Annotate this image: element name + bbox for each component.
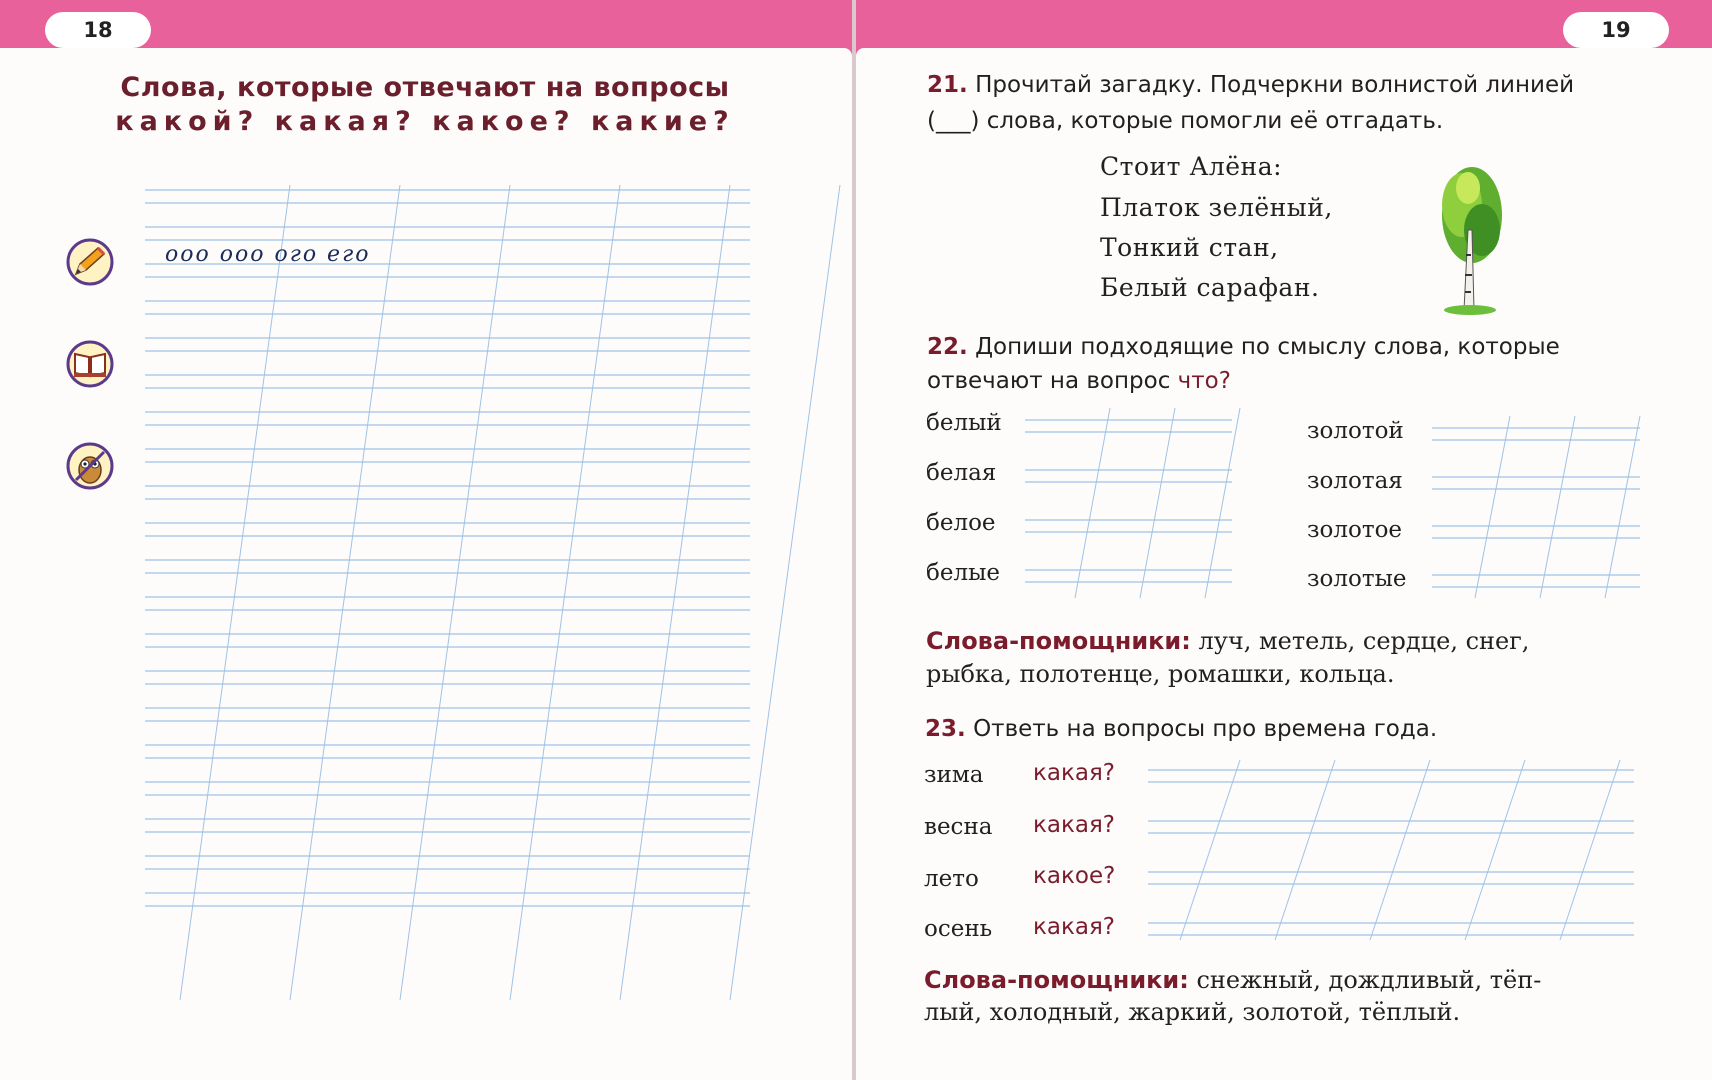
exercise-21-number: 21. xyxy=(927,72,968,98)
slant-guide xyxy=(620,185,730,1000)
page-title-line1: Слова, которые отвечают на вопросы xyxy=(120,72,730,103)
word-zolotoi: золотой xyxy=(1307,418,1404,444)
word-belye: белые xyxy=(926,560,1000,586)
slant-guide xyxy=(1370,760,1430,940)
exercise-22-question: что? xyxy=(1177,368,1231,394)
exercise-23-helpers-line2: лый, холодный, жаркий, золотой, тёплый. xyxy=(924,998,1461,1026)
slant-guide xyxy=(180,185,290,1000)
pencil-icon xyxy=(66,238,114,286)
exercise-21-text2: (___) слова, которые помогли её отгадать. xyxy=(927,108,1444,134)
page-number-right: 19 xyxy=(1563,12,1669,48)
word-zolotaya: золотая xyxy=(1307,468,1403,494)
word-belyi: белый xyxy=(926,410,1002,436)
word-belaya: белая xyxy=(926,460,997,486)
exercise-23-line xyxy=(925,716,1437,742)
exercise-22-line1 xyxy=(927,334,1560,360)
exercise-23-number: 23. xyxy=(925,716,966,742)
owl-icon xyxy=(66,442,114,490)
exercise-21-line1 xyxy=(927,72,1574,98)
riddle-line-3: Тонкий стан, xyxy=(1100,233,1279,262)
exercise-23-helpers-line1 xyxy=(924,966,1541,994)
slant-guide xyxy=(1180,760,1240,940)
season-spring: весна xyxy=(924,814,993,840)
exercise-22-text2: отвечают на вопрос xyxy=(927,368,1171,394)
slant-guide xyxy=(1465,760,1525,940)
word-zolotoe: золотое xyxy=(1307,517,1403,543)
slant-guide xyxy=(1560,760,1620,940)
question-autumn: какая? xyxy=(1033,914,1116,940)
page-title-line2: какой? какая? какое? какие? xyxy=(115,106,735,137)
word-zolotye: золотые xyxy=(1307,566,1407,592)
slant-guide xyxy=(400,185,510,1000)
slant-guide xyxy=(1475,416,1510,598)
exercise-23-helpers-label: Слова-помощники: xyxy=(924,966,1189,994)
slant-guide xyxy=(510,185,620,1000)
word-beloe: белое xyxy=(926,510,996,536)
exercise-22-number: 22. xyxy=(927,334,968,360)
season-summer: лето xyxy=(924,866,979,892)
question-summer: какое? xyxy=(1033,863,1116,889)
season-winter: зима xyxy=(924,762,984,788)
slant-guide xyxy=(1605,416,1640,598)
slant-guide xyxy=(1275,760,1335,940)
question-spring: какая? xyxy=(1033,812,1116,838)
riddle-line-4: Белый сарафан. xyxy=(1100,273,1320,302)
exercise-22-helpers-label: Слова-помощники: xyxy=(926,627,1191,655)
slant-guide xyxy=(1540,416,1575,598)
exercise-21-text1: Прочитай загадку. Подчеркни волнистой линией xyxy=(975,72,1575,98)
exercise-23-helpers-words1: снежный, дождливый, тёп- xyxy=(1196,966,1542,994)
handwriting-sample: ооо ооо ого его xyxy=(165,242,371,267)
birch-tree-image xyxy=(1420,160,1520,315)
exercise-23-text: Ответь на вопросы про времена года. xyxy=(973,716,1438,742)
slant-guide xyxy=(730,185,840,1000)
exercise-22-helpers-line2: рыбка, полотенце, ромашки, кольца. xyxy=(926,660,1395,688)
exercise-22-helpers-words1: луч, метель, сердце, снег, xyxy=(1198,627,1530,655)
slant-guide xyxy=(290,185,400,1000)
exercise-22-line2 xyxy=(927,368,1231,394)
season-autumn: осень xyxy=(924,916,993,942)
exercise-22-helpers-line1 xyxy=(926,627,1529,655)
riddle-line-1: Стоит Алёна: xyxy=(1100,152,1283,181)
riddle-line-2: Платок зелёный, xyxy=(1100,193,1333,222)
question-winter: какая? xyxy=(1033,760,1116,786)
exercise-22-text1: Допиши подходящие по смыслу слова, которые xyxy=(975,334,1560,360)
page-number-left: 18 xyxy=(45,12,151,48)
book-icon xyxy=(66,340,114,388)
